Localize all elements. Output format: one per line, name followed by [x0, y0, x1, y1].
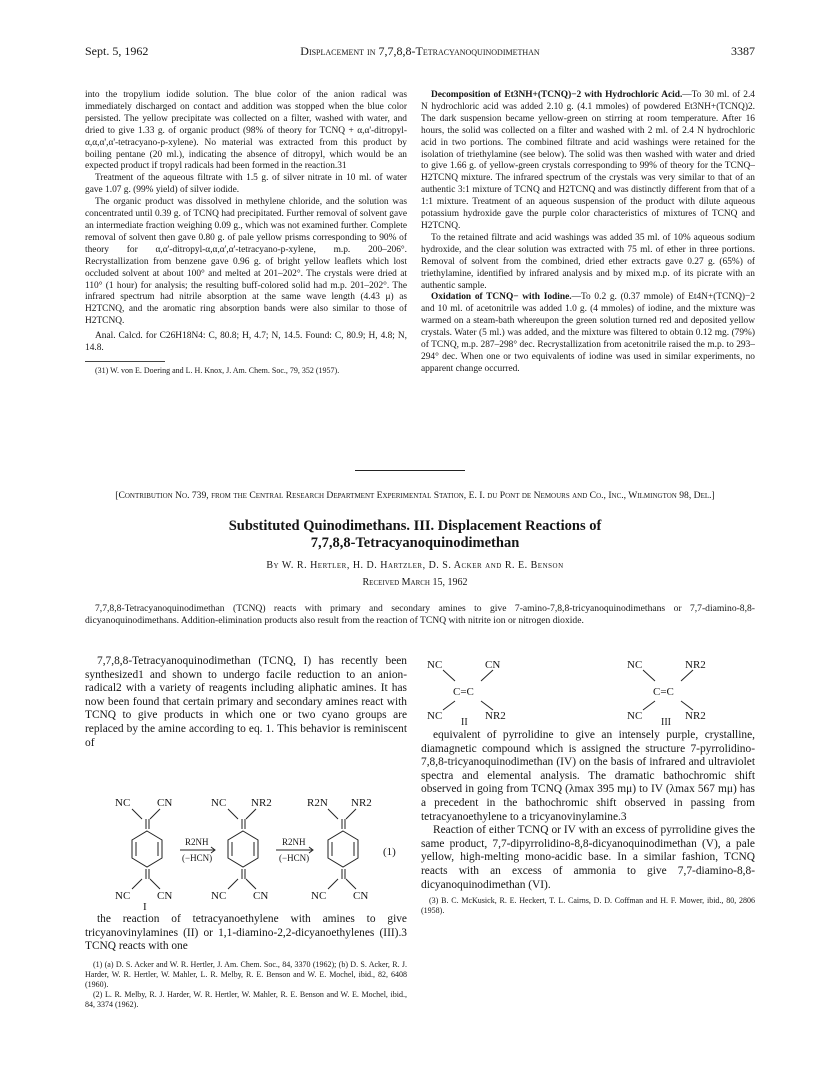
double-bond-label: C=C	[453, 686, 474, 698]
paragraph: —To 30 ml. of 2.4 N hydrochloric acid was added 2.10 g. (4.1 mmoles) of powdered Et3NH+(TCNQ)2. The dark suspension became yellow-green on stirring at room temperature. After 16 hours, the solid was collected on a filter and washed with 2 ml. of 2.4 N hydrochloric acid in two portions. The combined filtrate and acid washings were retained for the isolation of triethylamine (see below). The solid was then washed with water and dried to give 1.66 g. of yellow-green crystals corresponding to 99% of theory for the TCNQ–H2TCNQ mixture. The infrared spectrum of the crystals was very similar to that of an authentic 3:1 mixture of TCNQ and H2TCNQ and was distinctly different from that of a 1:1 mixture. Treatment of an aqueous suspension of the product with dilute aqueous potassium hydroxide gave the purple color characteristics of mixtures of TCNQ and H2TCNQ.	[421, 90, 755, 231]
running-header	[85, 44, 755, 62]
compounds-II-III	[421, 657, 755, 725]
body-right	[421, 729, 755, 916]
byproduct-label: (−HCN)	[279, 853, 310, 863]
nc-label: NC	[115, 797, 131, 809]
paragraph: The organic product was dissolved in methylene chloride, and the solution was concentrated until 0.39 g. of TCNQ had precipitated. Further removal of solvent gave an intermediate fraction weighing 0.09 g., which was not examined further. Complete removal of solvent then gave 0.80 g. of pale yellow prisms corresponding to 90% of theory for α,α'-ditropyl-α,α,α',α'-tetracyano-p-xylene, m.p. 200–206°. Recrystallization from benzene gave 0.96 g. of bright yellow leaflets which lost occluded solvent at about 100° and melted at 201–202°. The crystals were dried at 110° (1 hour) for analysis; the resulting buff-colored solid had m.p. 201–202°. The infrared spectrum had nitrile absorption at the same wave length (4.43 μ) as H2TCNQ, and the aromatic ring absorption bands were also similar to those of H2TCNQ.	[85, 197, 407, 327]
nc-label: NC	[311, 890, 327, 902]
nr2-label: NR2	[685, 710, 706, 722]
cn-label: CN	[485, 659, 501, 671]
reagent-label: R2NH	[282, 837, 306, 847]
paragraph: Treatment of the aqueous filtrate with 1.5 g. of silver nitrate in 10 ml. of water gave 1.07 g. (99% yield) of silver iodide.	[85, 173, 407, 196]
paragraph: into the tropylium iodide solution. The blue color of the anion radical was immediately discharged on contact and addition was stopped when the blue color persisted. The yellow precipitate was collected on a filter, washed with water, and dried to give 1.33 g. of organic product (98% of theory for TCNQ + α,α'-ditropyl-α,α,α',α'-tetracyano-p-xylene). No material was extracted from this product by boiling pentane (20 ml.), indicating the absence of ditropyl, which would be an expected product if tropyl radicals had been formed in the reaction.31	[85, 90, 407, 172]
nr2-label: NR2	[251, 797, 272, 809]
title-line: Substituted Quinodimethans. III. Displacement Reactions of	[228, 518, 602, 534]
paragraph: equivalent of pyrrolidine to give an intensely purple, crystalline, diamagnetic compound which is assigned the structure 7-pyrrolidino-7,8,8-tricyanoquinodimethan (IV) on the basis of infrared and ultraviolet spectra and elemental analysis. The dramatic bathochromic shift observed in going from TCNQ (λmax 395 mμ) to IV (λmax 567 mμ) has a precedent in the bathochromic shift observed in passing from tetracyanoethylene to a tricyanovinylamine.3	[421, 729, 755, 823]
abstract: 7,7,8,8-Tetracyanoquinodimethan (TCNQ) reacts with primary and secondary amines to give 7-amino-7,8,8-tricyanoquinodimethans or 7,7-diamino-8,8-dicyanoquinodimethans. Addition-elimination products also result from the reaction of TCNQ with nitrite ion or nitrogen dioxide.	[85, 603, 755, 626]
author-line: By W. R. Hertler, H. D. Hartzler, D. S. Acker and R. E. Benson	[266, 560, 564, 571]
equation-number: (1)	[383, 846, 396, 858]
compound-label-III: III	[661, 717, 671, 725]
byproduct-label: (−HCN)	[182, 853, 213, 863]
nc-label: NC	[427, 659, 443, 671]
nc-label: NC	[115, 890, 131, 902]
cn-label: CN	[253, 890, 269, 902]
nc-label: NC	[211, 797, 227, 809]
nc-label: NC	[627, 710, 643, 722]
nr2-label: NR2	[351, 797, 372, 809]
paragraph: the reaction of tetracyanoethylene with amines to give tricyanovinylamines (II) or 1,1-diamino-2,2-dicyanoethylenes (III).3 TCNQ reacts with one	[85, 913, 407, 953]
title-line: 7,7,8,8-Tetracyanoquinodimethan	[310, 535, 520, 551]
paragraph: To the retained filtrate and acid washings was added 35 ml. of 10% aqueous sodium hydroxide, and the clear solution was extracted with 75 ml. of ether in three portions. Removal of solvent from the combined, dried ether extracts gave 0.27 g. (65%) of triethylamine, identified by infrared analysis and by mixed m.p. of its picrate with an authentic sample.	[421, 232, 755, 291]
compound-label-I: I	[143, 901, 147, 911]
nc-label: NC	[427, 710, 443, 722]
r2n-label: R2N	[307, 797, 328, 809]
nr2-label: NR2	[485, 710, 506, 722]
header-title: Displacement in 7,7,8,8-Tetracyanoquinodimethan	[300, 44, 540, 58]
experimental-right-column	[421, 90, 755, 376]
body-left-top	[85, 655, 407, 750]
nc-label: NC	[627, 659, 643, 671]
paragraph: —To 0.2 g. (0.37 mmole) of Et4N+(TCNQ)−2 and 10 ml. of acetonitrile was added 1.0 g. (4 mmoles) of iodine, and the mixture was warmed on a steam-bath whereupon the green solution turned red and deposited yellow crystals. Water (5 ml.) was added, and the mixture was filtered to obtain 0.12 mg. (79%) of TCNQ, m.p. 287–298° dec. Recrystallization from acetonitrile raised the m.p. to 293–294° dec. When one or two equivalents of iodine was used in similar experiments, no apparent change occurred.	[421, 292, 755, 374]
reagent-label: R2NH	[185, 837, 209, 847]
paragraph: 7,7,8,8-Tetracyanoquinodimethan (TCNQ, I) has recently been synthesized1 and shown to undergo facile reduction to an anion-radical2 with a variety of reagents including aliphatic amines. It has now been found that certain primary and secondary amines react with TCNQ to give products in which one or two cyano groups are replaced by the amine according to eq. 1. This behavior is reminiscent of	[85, 655, 407, 749]
cn-label: CN	[353, 890, 369, 902]
footnote: (31) W. von E. Doering and L. H. Knox, J. Am. Chem. Soc., 79, 352 (1957).	[95, 365, 340, 375]
cn-label: CN	[157, 797, 173, 809]
paragraph: Reaction of either TCNQ or IV with an excess of pyrrolidine gives the same product, 7,7-dipyrrolidino-8,8-dicyanoquinodimethan (V), a pale yellow, high-melting mono-acidic base. In a similar fashion, TCNQ reacts with an excess of ammonia to give 7,7-diamino-8,8-dicyanoquinodimethan (VI).	[421, 824, 755, 891]
footnote: (1) (a) D. S. Acker and W. R. Hertler, J. Am. Chem. Soc., 84, 3370 (1962); (b) D. S. Acker, R. J. Harder, W. R. Hertler, W. Mahler, L. R. Melby, R. E. Benson and W. E. Mochel, ibid., 82, 6408 (1960).	[85, 959, 407, 989]
article-title	[95, 518, 735, 552]
body-left-bottom	[85, 913, 407, 1010]
experimental-left-column	[85, 90, 407, 376]
nc-label: NC	[211, 890, 227, 902]
contribution-note: [Contribution No. 739, from the Central Research Department Experimental Station, E. I. du Pont de Nemours and Co., Inc., Wilmington 98, Del.]	[115, 490, 715, 501]
analysis-line: Anal. Calcd. for C26H18N4: C, 80.8; H, 4.7; N, 14.5. Found: C, 80.9; H, 4.8; N, 14.8.	[85, 331, 407, 354]
footnote: (3) B. C. McKusick, R. E. Heckert, T. L. Cairns, D. D. Coffman and H. F. Mower, ibid., 80, 2806 (1958).	[421, 896, 755, 916]
footnote: (2) L. R. Melby, R. J. Harder, W. R. Hertler, W. Mahler, R. E. Benson and W. E. Mochel, ibid., 84, 3374 (1962).	[85, 989, 407, 1009]
section-heading: Oxidation of TCNQ− with Iodine.	[431, 292, 572, 303]
section-heading: Decomposition of Et3NH+(TCNQ)−2 with Hydrochloric Acid.	[431, 90, 683, 100]
cn-label: CN	[157, 890, 173, 902]
footnote-divider	[85, 361, 165, 362]
received-date: Received March 15, 1962	[362, 577, 468, 588]
section-divider	[355, 470, 465, 471]
double-bond-label: C=C	[653, 686, 674, 698]
nr2-label: NR2	[685, 659, 706, 671]
header-page-number: 3387	[731, 44, 755, 58]
compound-label-II: II	[461, 717, 468, 725]
reaction-scheme-eq1	[85, 793, 407, 911]
header-date: Sept. 5, 1962	[85, 44, 149, 58]
